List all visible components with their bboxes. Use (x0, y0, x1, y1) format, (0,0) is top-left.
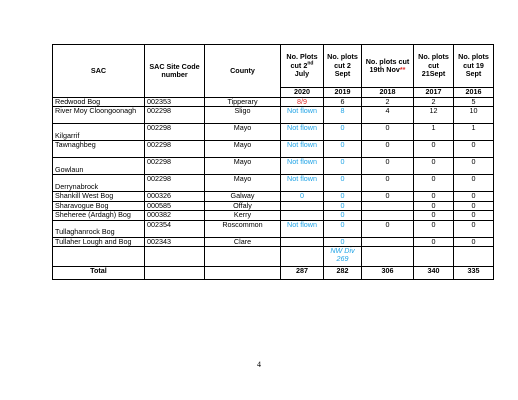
cell-2017: 0 (414, 220, 454, 237)
cell-code: 002298 (145, 158, 205, 175)
cell-2019: 0 (324, 124, 362, 141)
cell-2020 (281, 201, 324, 210)
total-2018: 306 (362, 267, 414, 280)
cell-2020: 8/9 (281, 98, 324, 107)
table-row (53, 237, 494, 246)
plots-cut-table (52, 44, 494, 280)
year-2019: 2019 (324, 88, 362, 98)
table-row (53, 98, 494, 107)
cell-sac: Derrynabrock (53, 175, 145, 192)
total-2019: 282 (324, 267, 362, 280)
year-2017: 2017 (414, 88, 454, 98)
cell-sac: Tullaghanrock Bog (53, 220, 145, 237)
cell-code: 002298 (145, 107, 205, 124)
cell-code: 000382 (145, 211, 205, 220)
cell-2018: 2 (362, 98, 414, 107)
cell-2016: 0 (454, 220, 494, 237)
cell-code: 000585 (145, 201, 205, 210)
cell-2019: 0 (324, 141, 362, 158)
total-county (205, 267, 281, 280)
note-code (145, 247, 205, 267)
cell-2018: 0 (362, 192, 414, 201)
header-county: County (205, 45, 281, 98)
cell-2016: 0 (454, 192, 494, 201)
cell-2018: 0 (362, 220, 414, 237)
year-2018: 2018 (362, 88, 414, 98)
table-row (53, 158, 494, 175)
note-2019: NW Div 269 (324, 247, 362, 267)
cell-sac: Tawnaghbeg (53, 141, 145, 158)
cell-count: Sligo (205, 107, 281, 124)
header-2018: No. plots cut 19th Nov** (362, 45, 414, 88)
note-county (205, 247, 281, 267)
cell-2018 (362, 201, 414, 210)
table-row (53, 211, 494, 220)
cell-2018 (362, 237, 414, 246)
cell-2016: 1 (454, 124, 494, 141)
header-2017: No. plots cut 21Sept (414, 45, 454, 88)
cell-2017: 2 (414, 98, 454, 107)
total-2016: 335 (454, 267, 494, 280)
cell-2019: 8 (324, 107, 362, 124)
cell-code: 002354 (145, 220, 205, 237)
cell-sac: Kilgarrif (53, 124, 145, 141)
cell-2020: Not flown (281, 141, 324, 158)
cell-2018: 0 (362, 175, 414, 192)
cell-count: Roscommon (205, 220, 281, 237)
table-row (53, 141, 494, 158)
cell-2016: 0 (454, 201, 494, 210)
cell-code: 002298 (145, 175, 205, 192)
cell-sac: Redwood Bog (53, 98, 145, 107)
cell-2020 (281, 211, 324, 220)
table-row (53, 220, 494, 237)
cell-2019: 0 (324, 201, 362, 210)
note-row (53, 247, 494, 267)
total-code (145, 267, 205, 280)
header-2020: No. Plots cut 2nd July (281, 45, 324, 88)
cell-sac: Shankill West Bog (53, 192, 145, 201)
table-row (53, 201, 494, 210)
cell-2019: 0 (324, 211, 362, 220)
note-2020 (281, 247, 324, 267)
cell-count: Mayo (205, 141, 281, 158)
cell-2020: Not flown (281, 124, 324, 141)
cell-2016: 0 (454, 175, 494, 192)
cell-2019: 6 (324, 98, 362, 107)
note-2018 (362, 247, 414, 267)
cell-2018 (362, 211, 414, 220)
page-number: 4 (257, 360, 261, 369)
note-2017 (414, 247, 454, 267)
cell-count: Offaly (205, 201, 281, 210)
total-label: Total (53, 267, 145, 280)
cell-code: 002298 (145, 141, 205, 158)
cell-count: Galway (205, 192, 281, 201)
cell-count: Kerry (205, 211, 281, 220)
cell-sac: Sheheree (Ardagh) Bog (53, 211, 145, 220)
header-2019: No. plots cut 2 Sept (324, 45, 362, 88)
cell-code: 000326 (145, 192, 205, 201)
cell-2019: 0 (324, 158, 362, 175)
cell-2016: 10 (454, 107, 494, 124)
note-sac (53, 247, 145, 267)
note-2016 (454, 247, 494, 267)
cell-2020: Not flown (281, 107, 324, 124)
cell-count: Tipperary (205, 98, 281, 107)
cell-2016: 0 (454, 158, 494, 175)
cell-code: 002298 (145, 124, 205, 141)
cell-2019: 0 (324, 237, 362, 246)
cell-2016: 0 (454, 237, 494, 246)
cell-count: Mayo (205, 175, 281, 192)
cell-sac: River Moy Cloongoonagh (53, 107, 145, 124)
total-2017: 340 (414, 267, 454, 280)
cell-2016: 0 (454, 141, 494, 158)
header-site-code: SAC Site Code number (145, 45, 205, 98)
cell-2017: 0 (414, 192, 454, 201)
cell-2016: 0 (454, 211, 494, 220)
cell-sac: Gowlaun (53, 158, 145, 175)
cell-2017: 0 (414, 158, 454, 175)
cell-code: 002353 (145, 98, 205, 107)
cell-2017: 0 (414, 211, 454, 220)
header-row (53, 45, 494, 88)
year-2016: 2016 (454, 88, 494, 98)
cell-count: Clare (205, 237, 281, 246)
total-2020: 287 (281, 267, 324, 280)
cell-2018: 0 (362, 124, 414, 141)
cell-2017: 0 (414, 175, 454, 192)
cell-2019: 0 (324, 220, 362, 237)
cell-sac: Sharavogue Bog (53, 201, 145, 210)
cell-sac: Tullaher Lough and Bog (53, 237, 145, 246)
cell-2020 (281, 237, 324, 246)
cell-2019: 0 (324, 192, 362, 201)
table-row (53, 124, 494, 141)
cell-count: Mayo (205, 124, 281, 141)
cell-2017: 1 (414, 124, 454, 141)
cell-2018: 0 (362, 158, 414, 175)
cell-2019: 0 (324, 175, 362, 192)
cell-2017: 0 (414, 237, 454, 246)
cell-2017: 0 (414, 141, 454, 158)
header-sac: SAC (53, 45, 145, 98)
year-2020: 2020 (281, 88, 324, 98)
table-row (53, 192, 494, 201)
table-row (53, 175, 494, 192)
header-2016: No. plots cut 19 Sept (454, 45, 494, 88)
cell-2016: 5 (454, 98, 494, 107)
cell-2018: 0 (362, 141, 414, 158)
cell-2018: 4 (362, 107, 414, 124)
cell-2020: Not flown (281, 158, 324, 175)
cell-2017: 0 (414, 201, 454, 210)
cell-2017: 12 (414, 107, 454, 124)
cell-count: Mayo (205, 158, 281, 175)
total-row (53, 267, 494, 280)
cell-2020: Not flown (281, 175, 324, 192)
cell-2020: 0 (281, 192, 324, 201)
cell-code: 002343 (145, 237, 205, 246)
table-row (53, 107, 494, 124)
cell-2020: Not flown (281, 220, 324, 237)
